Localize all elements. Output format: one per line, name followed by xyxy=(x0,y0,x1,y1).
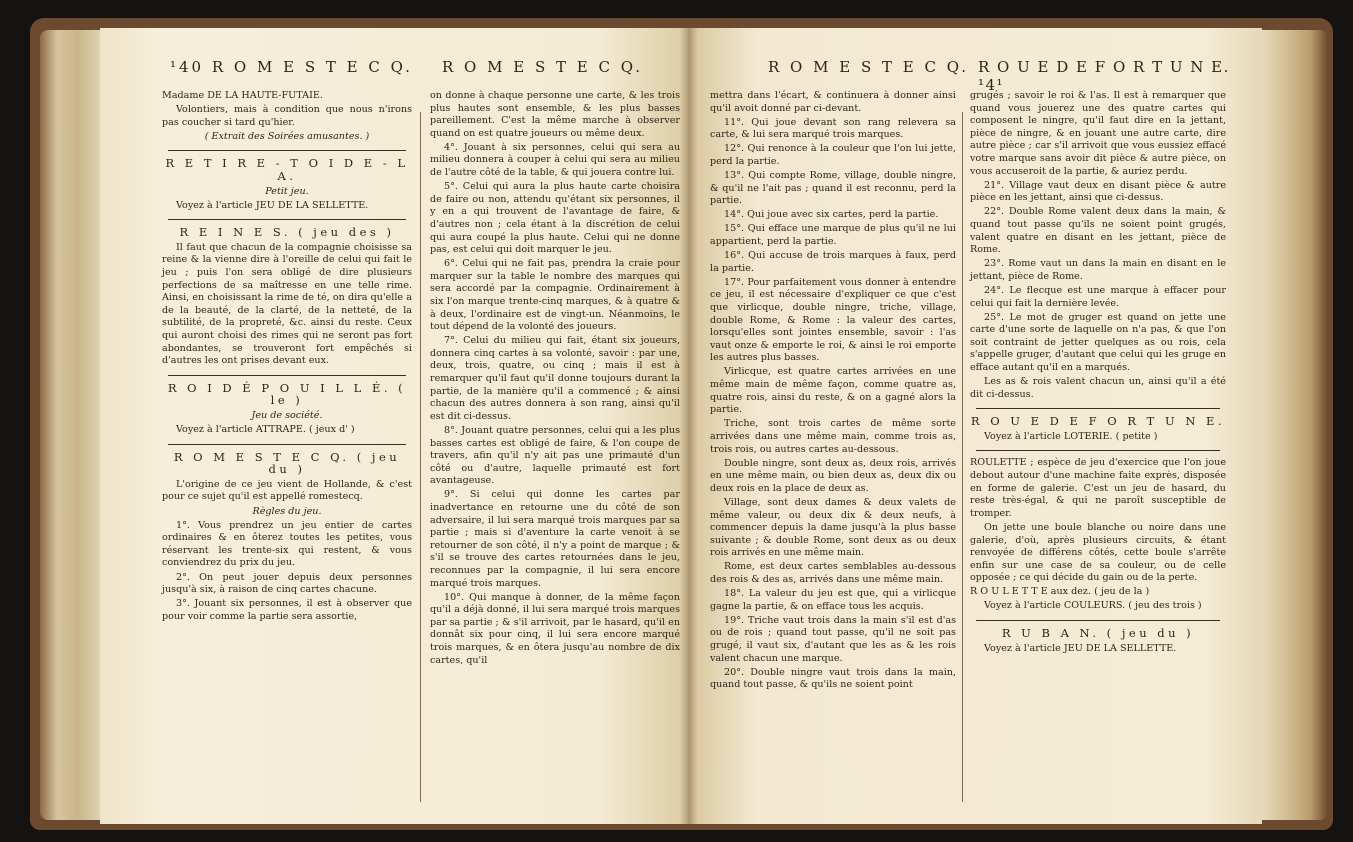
paragraph: L'origine de ce jeu vient de Hollande, & c'est pour ce sujet qu'il est appellé romestecq. xyxy=(162,478,412,503)
paragraph: Règles du jeu. xyxy=(252,505,322,517)
paragraph: Triche, sont trois cartes de même sorte arrivées dans une même main, comme trois as, trois rois, ou autres cartes au-dessous. xyxy=(710,418,956,455)
section-divider xyxy=(168,219,406,220)
paragraph: Voyez à l'article JEU DE LA SELLETTE. xyxy=(984,642,1177,654)
paragraph: Rome, est deux cartes semblables au-dessous des rois & des as, arrivés dans une même main. xyxy=(710,561,956,585)
section-divider xyxy=(168,444,406,445)
paragraph: 9°. Si celui qui donne les cartes par inadvertance en retourne une du côté de son adversaire, il lui sera marqué trois marques par sa partie ; mais si d'aventure la carte venoit à se retourner de son côté, il n'y a point de marque ; & s'il se trouve des cartes retournées dans le jeu, reconnues par la compagnie, il lui sera encore marqué trois marques. xyxy=(430,489,680,589)
paragraph: 25°. Le mot de gruger est quand on jette une carte d'une sorte de laquelle on n'a pas, & que l'on soit contraint de jetter quelques as ou rois, cela s'appelle gruger, d'autant que celui qui les gruge en efface autant qu'il en a marqués. xyxy=(970,311,1226,373)
paragraph: Voyez à l'article ATTRAPE. ( jeux d' ) xyxy=(176,424,355,436)
entry-title: R O M E S T E C Q. ( jeu du ) xyxy=(173,449,401,477)
paragraph: 12°. Qui renonce à la couleur que l'on lui jette, perd la partie. xyxy=(710,143,956,167)
paragraph: 14°. Qui joue avec six cartes, perd la partie. xyxy=(724,209,939,221)
paragraph: ( Extrait des Soirées amusantes. ) xyxy=(204,130,370,142)
paragraph: Volontiers, mais à condition que nous n'irons pas coucher si tard qu'hier. xyxy=(162,104,412,128)
paragraph: Virlicque, est quatre cartes arrivées en une même main de même façon, comme quatre as, quatre rois, ainsi du reste, & on a gagné alors la partie. xyxy=(710,366,956,416)
right-col-2 xyxy=(970,90,1226,657)
section-divider xyxy=(168,150,406,151)
paragraph: 8°. Jouant quatre personnes, celui qui a les plus basses cartes est obligé de faire, & l'on coupe de travers, afin qu'il n'y ait pas une primauté d'un côté ou d'autre, laquelle primauté est fort avantageuse. xyxy=(430,424,680,487)
paragraph: 6°. Celui qui ne fait pas, prendra la craie pour marquer sur la table le nombre des marques qui sera accordé par la compagnie. Ordinairement à six l'on marque trente-cinq marques, & à quatre & à deux, l'ordinaire est de vingt-un. Néanmoins, le tout dépend de la volonté des joueurs. xyxy=(430,258,680,333)
section-divider xyxy=(168,375,406,376)
right-col-1 xyxy=(710,90,956,693)
entry-title: R U B A N. ( jeu du ) xyxy=(1001,626,1195,641)
paragraph: 20°. Double ningre vaut trois dans la main, quand tout passe, & qu'ils ne soient point xyxy=(710,666,956,691)
paragraph: 3°. Jouant six personnes, il est à observer que pour voir comme la partie sera assortie, xyxy=(162,598,412,622)
left-col-2 xyxy=(430,90,680,669)
paragraph: 5°. Celui qui aura la plus haute carte choisira de faire ou non, attendu qu'étant six personnes, il y en a qui trouvent de l'avantage de faire, & d'autres non ; cela étant à la discrétion de celui qui aura coupé la plus haute. Celui qui ne donne pas, est celui qui doit marquer le jeu. xyxy=(430,181,680,256)
column-rule xyxy=(962,112,963,802)
gutter xyxy=(680,28,698,824)
right-page-header-2: R O U E D E F O R T U N E. ¹4¹ xyxy=(978,58,1230,94)
paragraph: 1°. Vous prendrez un jeu entier de cartes ordinaires & en ôterez toutes les petites, vous réservant les trente-six qui restent, & vous conviendrez du prix du jeu. xyxy=(162,519,412,569)
paragraph: 24°. Le flecque est une marque à effacer pour celui qui fait la dernière levée. xyxy=(970,284,1226,309)
paragraph: 4°. Jouant à six personnes, celui qui sera au milieu donnera à couper à celui qui sera au milieu de l'autre côté de la table, & qui jouera contre lui. xyxy=(430,141,680,179)
paragraph: Jeu de société. xyxy=(251,409,323,421)
section-divider xyxy=(976,450,1220,451)
paragraph: Il faut que chacun de la compagnie choisisse sa reine & la vienne dire à l'oreille de celui qui fait le jeu ; puis l'on sera obligé de dire plusieurs perfections de sa maîtresse en une telle rime. Ainsi, en choisissant la rime de té, on dira qu'elle a de la beauté, de la clarté, de la netteté, de la subtilité, de la propreté, &c. ainsi du reste. Ceux qui auront choisi des rimes qui ne seront pas fort abondantes, se trouveront fort empêchés si d'autres les ont prises devant eux. xyxy=(162,241,412,367)
paragraph: Voyez à l'article JEU DE LA SELLETTE. xyxy=(176,199,369,211)
paragraph: ROULETTE ; espèce de jeu d'exercice que l'on joue debout autour d'une machine faite exprès, disposée en forme de galerie. C'est un jeu de hasard, du reste très-égal, & qui ne paroît susceptible de tromper. xyxy=(970,457,1226,519)
paragraph: 13°. Qui compte Rome, village, double ningre, & qu'il ne l'ait pas ; quand il est reconnu, perd la partie. xyxy=(710,170,956,207)
right-page-header: R O M E S T E C Q. xyxy=(768,58,970,76)
paragraph: On jette une boule blanche ou noire dans une galerie, d'où, après plusieurs circuits, & étant renvoyée de différens côtés, cette boule s'arrête enfin sur une case de sa couleur, ou de celle opposée ; ce qui décide du gain ou de la perte. xyxy=(970,521,1226,584)
left-page-header-2: R O M E S T E C Q. xyxy=(442,58,644,76)
left-page-edges xyxy=(40,30,108,820)
paragraph: Village, sont deux dames & deux valets de même valeur, ou deux dix & deux neufs, à commencer depuis la dame jusqu'à la plus basse suivante ; & double Rome, sont deux as ou deux rois arrivés en une même main. xyxy=(710,496,956,559)
right-page-edges xyxy=(1258,30,1328,820)
left-col-1 xyxy=(162,90,412,625)
paragraph: Madame DE LA HAUTE-FUTAIE. xyxy=(162,90,323,101)
paragraph: 7°. Celui du milieu qui fait, étant six joueurs, donnera cinq cartes à sa volonté, savoir : par une, deux, trois, quatre, ou cinq ; mais il est à remarquer qu'il faut qu'il donne toujours durant la partie, de la manière qu'il a commencé ; & ainsi chacun des autres donnera à son rang, ainsi qu'il est dit ci-dessus. xyxy=(430,335,680,422)
paragraph: mettra dans l'écart, & continuera à donner ainsi qu'il avoit donné par ci-devant. xyxy=(710,90,956,114)
paragraph: Voyez à l'article COULEURS. ( jeu des trois ) xyxy=(984,600,1202,612)
paragraph: 15°. Qui efface une marque de plus qu'il ne lui appartient, perd la partie. xyxy=(710,223,956,248)
section-divider xyxy=(976,408,1220,409)
paragraph: 11°. Qui joue devant son rang relevera sa carte, & lui sera marqué trois marques. xyxy=(710,116,956,141)
paragraph: 23°. Rome vaut un dans la main en disant en le jettant, pièce de Rome. xyxy=(970,258,1226,282)
paragraph: Voyez à l'article LOTERIE. ( petite ) xyxy=(984,430,1158,442)
right-page xyxy=(688,28,1262,824)
paragraph: on donne à chaque personne une carte, & les trois plus hautes sont ensemble, & les plus basses pareillement. C'est la même marche à observer quand on est quatre joueurs ou même deux. xyxy=(430,90,680,139)
column-rule xyxy=(420,112,421,802)
entry-title: R O I D É P O U I L L É. ( le ) xyxy=(167,380,407,408)
left-page-header: ¹40 R O M E S T E C Q. xyxy=(170,58,413,76)
paragraph: 21°. Village vaut deux en disant pièce & autre pièce en les jettant, ainsi que ci-dessus. xyxy=(970,179,1226,204)
entry-title: R O U E D E F O R T U N E. xyxy=(970,414,1226,429)
paragraph: Les as & rois valent chacun un, ainsi qu'il a été dit ci-dessus. xyxy=(970,376,1226,400)
paragraph: Petit jeu. xyxy=(265,185,309,197)
paragraph: 10°. Qui manque à donner, de la même façon qu'il a déjà donné, il lui sera marqué trois marques par sa partie ; & s'il arrivoit, par le hasard, qu'il en donnât six pour cinq, il lui sera encore marqué trois marques, & en ôtera jusqu'au nombre de dix cartes, qu'il xyxy=(430,591,680,666)
entry-title: R E I N E S. ( jeu des ) xyxy=(179,225,395,240)
section-divider xyxy=(976,620,1220,621)
paragraph: Double ningre, sont deux as, deux rois, arrivés en une même main, ou bien deux as, deux dix ou deux rois en la place de deux as. xyxy=(710,457,956,494)
paragraph: grugés ; savoir le roi & l'as. Il est à remarquer que quand vous jouerez une des quatre cartes qui composent le ningre, qu'il faut dire en la jettant, pièce de ningre, & en jouant une autre carte, dire autre pièce ; car s'il arrivoit que vous eussiez effacé votre marque sans avoir dit pièce & autre pièce, on vous accuseroit de la partie, & auriez perdu. xyxy=(970,90,1226,177)
paragraph: 22°. Double Rome valent deux dans la main, & quand tout passe qu'ils ne soient point grugés, valent quatre en disant en les jettant, pièce de Rome. xyxy=(970,206,1226,256)
paragraph: 2°. On peut jouer depuis deux personnes jusqu'à six, à raison de cinq cartes chacune. xyxy=(162,571,412,596)
left-page xyxy=(100,28,688,824)
paragraph: 17°. Pour parfaitement vous donner à entendre ce jeu, il est nécessaire d'expliquer ce que c'est que virlicque, double ningre, triche, village, double Rome, & Rome : la valeur des cartes, lorsqu'elles sont jointes ensemble, savoir : l'as vaut onze & emporte le roi, & ainsi le roi emporte les autres plus basses. xyxy=(710,276,956,364)
paragraph: 16°. Qui accuse de trois marques à faux, perd la partie. xyxy=(710,250,956,274)
entry-title: R E T I R E - T O I D E - L A. xyxy=(165,156,409,183)
paragraph: 18°. La valeur du jeu est que, qui a virlicque gagne la partie, & on efface tous les acquis. xyxy=(710,588,956,612)
paragraph: R O U L E T T E aux dez. ( jeu de la ) xyxy=(970,586,1150,598)
paragraph: 19°. Triche vaut trois dans la main s'il est d'as ou de rois ; quand tout passe, qu'il ne soit pas grugé, il vaut six, d'autant que les as & les rois valent chacun une marque. xyxy=(710,614,956,664)
